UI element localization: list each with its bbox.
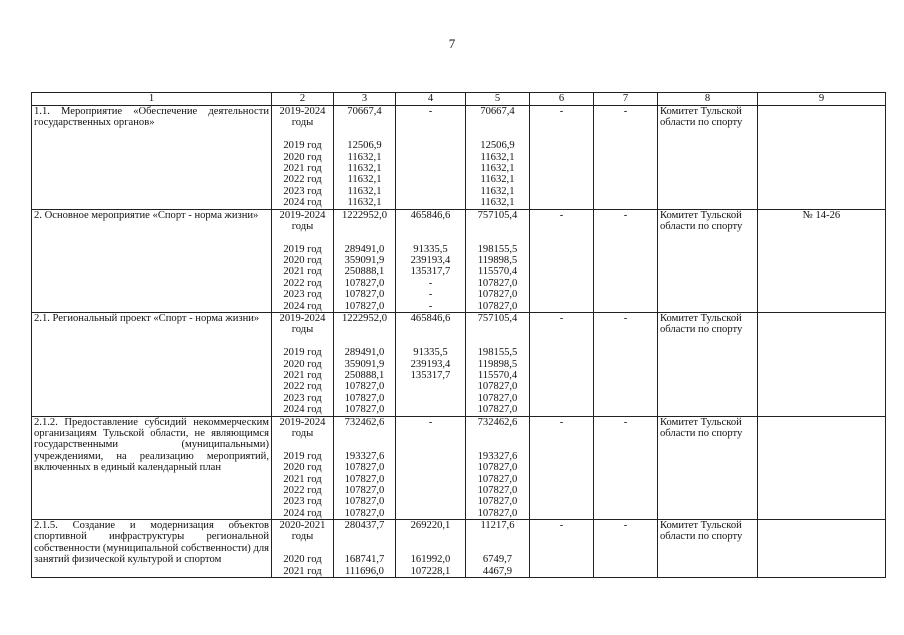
period-cell <box>272 106 334 210</box>
year-label: 2021 год <box>283 266 322 278</box>
amount-cell-col4 <box>396 520 466 578</box>
period-line: 2019-2024 <box>279 106 326 117</box>
year-value <box>398 451 463 462</box>
year-label: 2024 год <box>283 507 322 519</box>
year-value: 107827,0 <box>477 289 518 301</box>
spacer <box>398 129 463 140</box>
table-row <box>32 313 886 417</box>
spacer <box>468 221 527 232</box>
amount-cell-col6 <box>530 416 594 520</box>
year-value <box>398 174 463 185</box>
indicator-ref <box>760 520 883 531</box>
column-header-8: 8 <box>658 93 758 106</box>
year-label: 2019 год <box>283 243 322 255</box>
column-header-7: 7 <box>594 93 658 106</box>
amount-cell-col3 <box>334 209 396 313</box>
year-label: 2020 год <box>283 151 322 163</box>
year-value: 11632,1 <box>347 174 382 186</box>
spacer <box>274 543 331 554</box>
year-label: 2019 год <box>283 347 322 359</box>
year-value: 239193,4 <box>410 358 451 370</box>
spacer <box>468 439 527 450</box>
total-value: - <box>559 416 564 428</box>
executor-line: Комитет Тульской <box>660 313 742 325</box>
year-value: 91335,5 <box>413 347 448 359</box>
spacer <box>336 336 393 347</box>
total-value: 465846,6 <box>410 313 451 325</box>
amount-cell-col5 <box>466 416 530 520</box>
spacer <box>336 531 393 542</box>
year-value: 115570,4 <box>477 369 518 381</box>
executor-cell <box>658 313 758 417</box>
period-line: 2019-2024 <box>279 416 326 428</box>
year-label: 2021 год <box>283 565 322 577</box>
spacer <box>274 232 331 243</box>
total-value: 1222952,0 <box>341 313 388 325</box>
measure-name-cell <box>32 416 272 520</box>
total-value: 465846,6 <box>410 209 451 221</box>
amount-cell-col3 <box>334 313 396 417</box>
column-header-4: 4 <box>396 93 466 106</box>
year-value: 107827,0 <box>344 392 385 404</box>
spacer <box>398 232 463 243</box>
measure-name: 2. Основное мероприятие «Спорт - норма жизни» <box>34 209 259 221</box>
spacer <box>336 117 393 128</box>
total-value: 1222952,0 <box>341 209 388 221</box>
measure-name-cell <box>32 313 272 417</box>
year-label: 2020 год <box>283 462 322 474</box>
period-cell <box>272 209 334 313</box>
year-value <box>398 404 463 415</box>
measure-name: 2.1. Региональный проект «Спорт - норма жизни» <box>34 313 260 325</box>
year-value: 193327,6 <box>344 450 385 462</box>
year-value: 250888,1 <box>344 266 385 278</box>
year-label: 2024 год <box>283 300 322 312</box>
year-value: 107827,0 <box>477 473 518 485</box>
executor-cell <box>658 106 758 210</box>
year-value: 11632,1 <box>480 174 515 186</box>
year-value: 107827,0 <box>477 392 518 404</box>
total-value: - <box>623 106 628 117</box>
column-header-2: 2 <box>272 93 334 106</box>
spacer <box>336 543 393 554</box>
table-row <box>32 209 886 313</box>
total-value: - <box>428 106 433 117</box>
year-value: 111696,0 <box>345 565 384 577</box>
year-label: 2022 год <box>283 277 322 289</box>
measure-name: 2.1.5. Создание и модернизация объектов спортивной инфраструктуры региональной собственности (муниципальной собственности) для занятий физической культурой и спортом <box>34 520 269 566</box>
spacer <box>468 336 527 347</box>
spacer <box>398 336 463 347</box>
year-value: 107827,0 <box>344 289 385 301</box>
executor-line: области по спорту <box>660 324 743 336</box>
total-value: 757105,4 <box>477 313 518 325</box>
total-value: - <box>559 209 564 221</box>
executor-line: Комитет Тульской <box>660 520 742 532</box>
total-value: - <box>623 416 628 428</box>
year-value: 359091,9 <box>344 255 385 267</box>
year-value: 107827,0 <box>477 404 518 416</box>
year-value: 6749,7 <box>482 554 513 566</box>
amount-cell-col4 <box>396 416 466 520</box>
year-value: 135317,7 <box>410 369 451 381</box>
year-label: 2020 год <box>283 255 322 267</box>
year-label: 2022 год <box>283 174 322 186</box>
year-value <box>398 474 463 485</box>
amount-cell-col4 <box>396 313 466 417</box>
year-value: 193327,6 <box>477 450 518 462</box>
amount-cell-col4 <box>396 106 466 210</box>
total-value: 757105,4 <box>477 209 518 221</box>
amount-cell-col6 <box>530 106 594 210</box>
spacer <box>336 129 393 140</box>
table-row <box>32 106 886 210</box>
year-value <box>398 140 463 151</box>
amount-cell-col7 <box>594 520 658 578</box>
period-cell <box>272 416 334 520</box>
executor-line: области по спорту <box>660 531 743 543</box>
spacer <box>398 531 463 542</box>
year-value: 107827,0 <box>477 462 518 474</box>
year-label: 2019 год <box>283 450 322 462</box>
year-label: 2022 год <box>283 381 322 393</box>
year-value: 107827,0 <box>477 300 518 312</box>
total-value: 280437,7 <box>344 520 385 532</box>
year-value <box>398 485 463 496</box>
spacer <box>274 336 331 347</box>
spacer <box>468 117 527 128</box>
spacer <box>468 232 527 243</box>
year-value: 107827,0 <box>344 300 385 312</box>
amount-cell-col7 <box>594 313 658 417</box>
amount-cell-col5 <box>466 209 530 313</box>
spacer <box>468 543 527 554</box>
spacer <box>468 531 527 542</box>
year-value: 107827,0 <box>344 507 385 519</box>
measure-name: 2.1.2. Предоставление субсидий некоммерческим организациям Тульской области, не являющимся государственными (муниципальными) учреждениями, на реализацию мероприятий, включенных в единый календарный план <box>34 416 269 474</box>
total-value: - <box>623 209 628 221</box>
period-line: годы <box>291 531 314 543</box>
year-label: 2021 год <box>283 473 322 485</box>
indicator-ref <box>760 417 883 428</box>
year-value: 107827,0 <box>477 381 518 393</box>
year-label: 2020 год <box>283 358 322 370</box>
spacer <box>398 543 463 554</box>
year-value <box>398 381 463 392</box>
amount-cell-col7 <box>594 416 658 520</box>
year-value: 289491,0 <box>344 347 385 359</box>
total-value: - <box>623 313 628 325</box>
year-value: 107827,0 <box>477 496 518 508</box>
indicator-cell <box>758 209 886 313</box>
period-line: годы <box>291 324 314 336</box>
year-value: 91335,5 <box>413 243 448 255</box>
year-value <box>398 393 463 404</box>
budget-table <box>31 92 886 578</box>
year-value <box>398 163 463 174</box>
year-value <box>398 152 463 163</box>
year-value: 11632,1 <box>347 151 382 163</box>
table-header <box>32 93 886 106</box>
amount-cell-col3 <box>334 416 396 520</box>
year-value: - <box>428 300 433 312</box>
period-line: 2019-2024 <box>279 209 326 221</box>
indicator-cell <box>758 416 886 520</box>
period-line: годы <box>291 427 314 439</box>
year-value: 107228,1 <box>410 565 451 577</box>
spacer <box>274 129 331 140</box>
amount-cell-col3 <box>334 520 396 578</box>
year-label: 2019 год <box>283 140 322 152</box>
year-value: 12506,9 <box>347 140 382 152</box>
year-value: 119898,5 <box>477 358 518 370</box>
period-cell <box>272 313 334 417</box>
spacer <box>398 221 463 232</box>
year-label: 2023 год <box>283 496 322 508</box>
period-line: годы <box>291 117 314 129</box>
year-value: 4467,9 <box>482 565 513 577</box>
total-value: 732462,6 <box>477 416 518 428</box>
year-value: 198155,5 <box>477 347 518 359</box>
year-value: 11632,1 <box>347 185 382 197</box>
measure-name-cell <box>32 520 272 578</box>
measure-name-cell <box>32 106 272 210</box>
spacer <box>398 324 463 335</box>
executor-line: области по спорту <box>660 427 743 439</box>
indicator-cell <box>758 106 886 210</box>
spacer <box>336 232 393 243</box>
total-value: 70667,4 <box>480 106 515 117</box>
spacer <box>398 428 463 439</box>
amount-cell-col5 <box>466 520 530 578</box>
year-value: 168741,7 <box>344 554 385 566</box>
year-value: 135317,7 <box>410 266 451 278</box>
header-row <box>32 93 886 106</box>
spacer <box>336 221 393 232</box>
executor-cell <box>658 520 758 578</box>
total-value: 269220,1 <box>410 520 451 532</box>
indicator-cell <box>758 313 886 417</box>
total-value: - <box>559 106 564 117</box>
period-cell <box>272 520 334 578</box>
year-value: 107827,0 <box>344 496 385 508</box>
year-value: 107827,0 <box>344 277 385 289</box>
year-value: 107827,0 <box>477 277 518 289</box>
amount-cell-col3 <box>334 106 396 210</box>
column-header-3: 3 <box>334 93 396 106</box>
spacer <box>274 439 331 450</box>
year-label: 2023 год <box>283 289 322 301</box>
total-value: 732462,6 <box>344 416 385 428</box>
year-label: 2023 год <box>283 185 322 197</box>
indicator-ref: № 14-26 <box>802 209 841 221</box>
total-value: 70667,4 <box>347 106 382 117</box>
executor-line: области по спорту <box>660 220 743 232</box>
executor-cell <box>658 416 758 520</box>
total-value: - <box>559 313 564 325</box>
indicator-ref <box>760 313 883 324</box>
period-line: годы <box>291 220 314 232</box>
amount-cell-col4 <box>396 209 466 313</box>
year-value: 11632,1 <box>347 197 382 209</box>
executor-cell <box>658 209 758 313</box>
year-value: - <box>428 277 433 289</box>
year-label: 2024 год <box>283 404 322 416</box>
indicator-ref <box>760 106 883 117</box>
year-value: 107827,0 <box>344 473 385 485</box>
year-value: 115570,4 <box>477 266 518 278</box>
executor-line: Комитет Тульской <box>660 106 742 117</box>
year-value: 107827,0 <box>344 381 385 393</box>
year-value: 11632,1 <box>480 185 515 197</box>
year-value: 161992,0 <box>410 554 451 566</box>
year-label: 2020 год <box>283 554 322 566</box>
year-label: 2021 год <box>283 162 322 174</box>
year-value <box>398 496 463 507</box>
amount-cell-col7 <box>594 106 658 210</box>
spacer <box>468 428 527 439</box>
year-label: 2023 год <box>283 392 322 404</box>
spacer <box>468 129 527 140</box>
year-value <box>398 197 463 208</box>
spacer <box>336 324 393 335</box>
amount-cell-col6 <box>530 313 594 417</box>
table-row <box>32 520 886 578</box>
year-value: 250888,1 <box>344 369 385 381</box>
year-value <box>398 186 463 197</box>
period-line: 2020-2021 <box>279 520 326 532</box>
year-value: 107827,0 <box>344 404 385 416</box>
amount-cell-col6 <box>530 520 594 578</box>
page-number: 7 <box>448 36 456 51</box>
year-label: 2024 год <box>283 197 322 209</box>
table-row <box>32 416 886 520</box>
measure-name: 1.1. Мероприятие «Обеспечение деятельности государственных органов» <box>34 106 269 129</box>
total-value: - <box>623 520 628 532</box>
year-value: 119898,5 <box>477 255 518 267</box>
executor-line: Комитет Тульской <box>660 416 742 428</box>
year-value: 359091,9 <box>344 358 385 370</box>
year-value: - <box>428 289 433 301</box>
executor-line: Комитет Тульской <box>660 209 742 221</box>
year-value: 11632,1 <box>347 162 382 174</box>
year-value <box>398 462 463 473</box>
year-value: 198155,5 <box>477 243 518 255</box>
year-value: 107827,0 <box>344 484 385 496</box>
amount-cell-col5 <box>466 313 530 417</box>
column-header-5: 5 <box>466 93 530 106</box>
year-value: 107827,0 <box>344 462 385 474</box>
spacer <box>336 439 393 450</box>
column-header-6: 6 <box>530 93 594 106</box>
year-value <box>398 508 463 519</box>
column-header-1: 1 <box>32 93 272 106</box>
table-body <box>32 106 886 578</box>
year-value: 11632,1 <box>480 151 515 163</box>
column-header-9: 9 <box>758 93 886 106</box>
spacer <box>398 439 463 450</box>
year-value: 12506,9 <box>480 140 515 152</box>
year-label: 2022 год <box>283 484 322 496</box>
amount-cell-col6 <box>530 209 594 313</box>
total-value: - <box>428 416 433 428</box>
total-value: 11217,6 <box>480 520 515 532</box>
measure-name-cell <box>32 209 272 313</box>
total-value: - <box>559 520 564 532</box>
spacer <box>398 117 463 128</box>
year-value: 239193,4 <box>410 255 451 267</box>
spacer <box>468 324 527 335</box>
spacer <box>336 428 393 439</box>
year-value: 107827,0 <box>477 507 518 519</box>
executor-line: области по спорту <box>660 117 743 129</box>
year-label: 2021 год <box>283 369 322 381</box>
year-value: 11632,1 <box>480 162 515 174</box>
indicator-cell <box>758 520 886 578</box>
amount-cell-col5 <box>466 106 530 210</box>
period-line: 2019-2024 <box>279 313 326 325</box>
year-value: 107827,0 <box>477 484 518 496</box>
year-value: 11632,1 <box>480 197 515 209</box>
year-value: 289491,0 <box>344 243 385 255</box>
amount-cell-col7 <box>594 209 658 313</box>
